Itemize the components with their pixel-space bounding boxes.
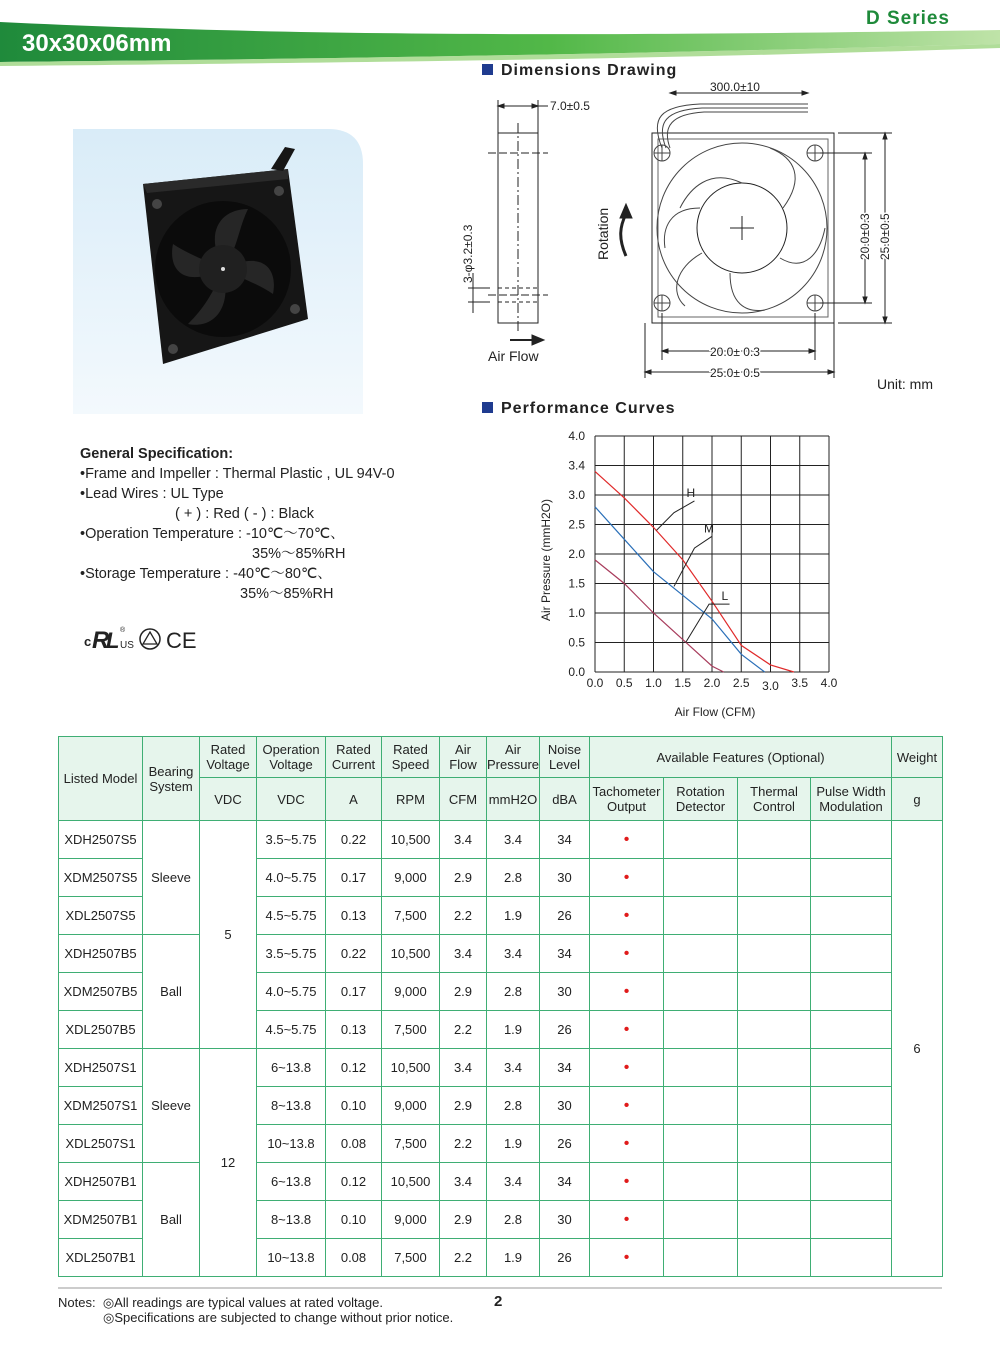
y-tick-label: 3.4: [568, 458, 585, 473]
thermal-control-cell: [738, 1049, 811, 1087]
speed-cell: 7,500: [382, 897, 440, 935]
speed-cell: 9,000: [382, 1087, 440, 1125]
chart-ticks: [568, 429, 837, 693]
model-cell: XDM2507S1: [59, 1087, 143, 1125]
x-tick-label: 0.5: [615, 676, 633, 690]
y-tick-label: 1.0: [568, 606, 585, 620]
rotation-detector-cell: [664, 935, 738, 973]
series-label-M: M: [704, 521, 714, 536]
noise-cell: 34: [540, 1163, 590, 1201]
pressure-cell: 3.4: [487, 935, 540, 973]
y-tick-label: 0.0: [568, 665, 585, 679]
noise-cell: 30: [540, 1087, 590, 1125]
series-line-H: [595, 471, 794, 672]
pwm-cell: [811, 1087, 892, 1125]
model-cell: XDM2507B1: [59, 1201, 143, 1239]
col-pressure-header: Air Pressure: [487, 737, 540, 778]
series-leader-L: [686, 604, 730, 642]
pressure-cell: 2.8: [487, 973, 540, 1011]
general-specification: [80, 444, 460, 604]
hole-pitch-v-label: 20.0±0.3: [858, 213, 872, 260]
col-thermal-header: Thermal Control: [738, 778, 811, 821]
x-tick-label: 1.0: [645, 676, 662, 690]
model-cell: XDM2507B5: [59, 973, 143, 1011]
model-cell: XDL2507S5: [59, 897, 143, 935]
noise-cell: 34: [540, 821, 590, 859]
spec-lead-colors: ( + ) : Red ( - ) : Black: [175, 506, 314, 522]
col-pwm-header: Pulse Width Modulation: [811, 778, 892, 821]
pressure-cell: 2.8: [487, 1201, 540, 1239]
bearing-cell: Sleeve: [143, 821, 200, 935]
pressure-cell: 3.4: [487, 821, 540, 859]
dim-thickness-label: 7.0±0.5: [550, 99, 590, 113]
x-tick-label: 2.0: [703, 676, 721, 690]
noise-cell: 34: [540, 935, 590, 973]
x-tick-label: 2.5: [732, 676, 750, 690]
airflow-cell: 2.2: [440, 1011, 487, 1049]
current-cell: 0.10: [326, 1201, 382, 1239]
chart-grid: [595, 436, 829, 672]
dim-hole-label: 3-φ3.2±0.3: [461, 224, 475, 283]
unit-label: Unit: mm: [877, 376, 933, 392]
thermal-control-cell: [738, 859, 811, 897]
model-cell: XDL2507B5: [59, 1011, 143, 1049]
thermal-control-cell: [738, 1201, 811, 1239]
airflow-cell: 3.4: [440, 821, 487, 859]
lead-length-label: 300.0±10: [710, 80, 760, 94]
y-tick-label: 3.0: [568, 488, 585, 502]
unit-speed: RPM: [382, 778, 440, 821]
frame-size-v-label: 25.0±0.5: [878, 213, 892, 260]
current-cell: 0.08: [326, 1125, 382, 1163]
speed-cell: 10,500: [382, 935, 440, 973]
x-tick-label: 0.0: [586, 676, 604, 690]
speed-cell: 9,000: [382, 973, 440, 1011]
spec-storage-temp: •Storage Temperature : -40℃～80℃、: [80, 566, 332, 582]
pressure-cell: 2.8: [487, 859, 540, 897]
pressure-cell: 1.9: [487, 1011, 540, 1049]
y-tick-label: 2.0: [568, 547, 585, 561]
airflow-cell: 3.4: [440, 1049, 487, 1087]
pressure-cell: 1.9: [487, 897, 540, 935]
bearing-cell: Ball: [143, 1163, 200, 1277]
rotation-detector-cell: [664, 1201, 738, 1239]
hole-pitch-h-label: 20.0± 0.3: [710, 345, 760, 359]
pwm-cell: [811, 935, 892, 973]
y-tick-label: 2.5: [568, 517, 585, 532]
airflow-cell: 2.2: [440, 1125, 487, 1163]
bullet-square-icon: [482, 402, 493, 413]
operation-voltage-cell: 10~13.8: [257, 1239, 326, 1277]
tachometer-dot-cell: •: [590, 821, 664, 859]
tuv-logo-icon: [140, 629, 160, 649]
operation-voltage-cell: 6~13.8: [257, 1163, 326, 1201]
speed-cell: 9,000: [382, 859, 440, 897]
pwm-cell: [811, 859, 892, 897]
unit-current: A: [326, 778, 382, 821]
tachometer-dot-cell: •: [590, 973, 664, 1011]
col-model-header: Listed Model: [59, 737, 143, 821]
col-features-header: Available Features (Optional): [590, 737, 892, 778]
airflow-cell: 2.9: [440, 1087, 487, 1125]
airflow-cell: 2.9: [440, 859, 487, 897]
unit-airflow: CFM: [440, 778, 487, 821]
pwm-cell: [811, 1049, 892, 1087]
thermal-control-cell: [738, 1163, 811, 1201]
series-label: D Series: [865, 8, 950, 29]
note-1: ◎All readings are typical values at rated voltage.: [102, 1295, 383, 1310]
pressure-cell: 1.9: [487, 1125, 540, 1163]
pressure-cell: 3.4: [487, 1049, 540, 1087]
tachometer-dot-cell: •: [590, 859, 664, 897]
rotation-detector-cell: [664, 1163, 738, 1201]
rotation-detector-cell: [664, 859, 738, 897]
bearing-cell: Ball: [143, 935, 200, 1049]
current-cell: 0.08: [326, 1239, 382, 1277]
model-cell: XDM2507S5: [59, 859, 143, 897]
pressure-cell: 1.9: [487, 1239, 540, 1277]
operation-voltage-cell: 3.5~5.75: [257, 935, 326, 973]
spec-table: [58, 736, 943, 1277]
thermal-control-cell: [738, 973, 811, 1011]
tachometer-dot-cell: •: [590, 1239, 664, 1277]
pwm-cell: [811, 1239, 892, 1277]
speed-cell: 10,500: [382, 1049, 440, 1087]
unit-voltage: VDC: [200, 778, 257, 821]
svg-text:R: R: [92, 627, 110, 654]
rotation-detector-cell: [664, 1049, 738, 1087]
y-tick-label: 4.0: [568, 429, 585, 443]
air-flow-label: Air Flow: [488, 348, 539, 364]
speed-cell: 7,500: [382, 1125, 440, 1163]
chart-callouts: [656, 486, 729, 643]
performance-heading: Performance Curves: [482, 400, 676, 418]
rotation-detector-cell: [664, 973, 738, 1011]
operation-voltage-cell: 4.5~5.75: [257, 1011, 326, 1049]
model-cell: XDH2507S5: [59, 821, 143, 859]
operation-voltage-cell: 8~13.8: [257, 1201, 326, 1239]
bullet-square-icon: [482, 64, 493, 75]
product-photo: [73, 129, 363, 414]
airflow-cell: 2.2: [440, 1239, 487, 1277]
unit-noise: dBA: [540, 778, 590, 821]
table-row: [59, 1049, 943, 1087]
tachometer-dot-cell: •: [590, 1201, 664, 1239]
svg-text:US: US: [120, 640, 134, 651]
current-cell: 0.12: [326, 1163, 382, 1201]
col-opvoltage-header: Operation Voltage: [257, 737, 326, 778]
dimensions-drawing: [440, 78, 920, 378]
col-weight-header: Weight: [892, 737, 943, 778]
operation-voltage-cell: 3.5~5.75: [257, 821, 326, 859]
airflow-cell: 2.9: [440, 1201, 487, 1239]
pwm-cell: [811, 1163, 892, 1201]
pwm-cell: [811, 1201, 892, 1239]
spec-storage-rh: 35%～85%RH: [240, 586, 334, 602]
noise-cell: 26: [540, 1125, 590, 1163]
operation-voltage-cell: 6~13.8: [257, 1049, 326, 1087]
rated-voltage-cell: 5: [200, 821, 257, 1049]
operation-voltage-cell: 4.0~5.75: [257, 859, 326, 897]
bearing-cell: Sleeve: [143, 1049, 200, 1163]
series-label-H: H: [686, 485, 696, 500]
weight-cell: 6: [892, 821, 943, 1277]
chart-xlabel: Air Flow (CFM): [674, 705, 756, 719]
pressure-cell: 2.8: [487, 1087, 540, 1125]
ul-logo-icon: [84, 626, 134, 654]
speed-cell: 7,500: [382, 1239, 440, 1277]
col-voltage-header: Rated Voltage: [200, 737, 257, 778]
pwm-cell: [811, 973, 892, 1011]
operation-voltage-cell: 10~13.8: [257, 1125, 326, 1163]
spec-frame: •Frame and Impeller : Thermal Plastic , UL 94V-0: [80, 466, 395, 482]
spec-title: General Specification:: [80, 446, 234, 462]
table-row: [59, 1163, 943, 1201]
speed-cell: 9,000: [382, 1201, 440, 1239]
thermal-control-cell: [738, 1125, 811, 1163]
chart-ylabel: Air Pressure (mmH2O): [539, 498, 553, 622]
operation-voltage-cell: 8~13.8: [257, 1087, 326, 1125]
current-cell: 0.10: [326, 1087, 382, 1125]
notes-label: Notes:: [58, 1295, 96, 1310]
airflow-cell: 2.9: [440, 973, 487, 1011]
x-tick-label: 3.0: [762, 679, 779, 693]
rotation-detector-cell: [664, 897, 738, 935]
rotation-detector-cell: [664, 1087, 738, 1125]
svg-text:c: c: [84, 634, 92, 649]
model-cell: XDL2507B1: [59, 1239, 143, 1277]
noise-cell: 30: [540, 973, 590, 1011]
spec-operation-rh: 35%～85%RH: [252, 546, 346, 562]
unit-weight: g: [892, 778, 943, 821]
rotation-detector-cell: [664, 1125, 738, 1163]
x-tick-label: 4.0: [820, 676, 838, 690]
col-rotation-header: Rotation Detector: [664, 778, 738, 821]
model-cell: XDH2507S1: [59, 1049, 143, 1087]
current-cell: 0.22: [326, 821, 382, 859]
thermal-control-cell: [738, 1011, 811, 1049]
noise-cell: 26: [540, 1011, 590, 1049]
noise-cell: 30: [540, 859, 590, 897]
unit-opvoltage: VDC: [257, 778, 326, 821]
notes: [58, 1295, 453, 1325]
series-leader-H: [656, 501, 694, 531]
y-tick-label: 1.5: [568, 576, 585, 591]
pwm-cell: [811, 897, 892, 935]
tachometer-dot-cell: •: [590, 1011, 664, 1049]
airflow-cell: 3.4: [440, 935, 487, 973]
rotation-detector-cell: [664, 1011, 738, 1049]
airflow-cell: 2.2: [440, 897, 487, 935]
table-row: [59, 935, 943, 973]
svg-text:®: ®: [120, 627, 126, 634]
thermal-control-cell: [738, 1087, 811, 1125]
current-cell: 0.13: [326, 897, 382, 935]
current-cell: 0.17: [326, 973, 382, 1011]
tachometer-dot-cell: •: [590, 1163, 664, 1201]
model-cell: XDL2507S1: [59, 1125, 143, 1163]
y-tick-label: 0.5: [568, 635, 585, 650]
noise-cell: 26: [540, 897, 590, 935]
speed-cell: 10,500: [382, 821, 440, 859]
col-current-header: Rated Current: [326, 737, 382, 778]
rotation-detector-cell: [664, 821, 738, 859]
spec-operation-temp: •Operation Temperature : -10℃～70℃、: [80, 526, 345, 542]
spec-lead-wires: •Lead Wires : UL Type: [80, 486, 224, 502]
pressure-cell: 3.4: [487, 1163, 540, 1201]
performance-chart: [530, 420, 860, 725]
current-cell: 0.12: [326, 1049, 382, 1087]
col-speed-header: Rated Speed: [382, 737, 440, 778]
tachometer-dot-cell: •: [590, 1049, 664, 1087]
unit-pressure: mmH2O: [487, 778, 540, 821]
pwm-cell: [811, 821, 892, 859]
thermal-control-cell: [738, 821, 811, 859]
frame-size-h-label: 25.0± 0.5: [710, 366, 760, 378]
rotation-label: Rotation: [595, 207, 611, 260]
x-tick-label: 3.5: [791, 676, 809, 690]
product-size-title: 30x30x06mm: [22, 30, 172, 57]
certification-logos: [84, 624, 224, 656]
airflow-cell: 3.4: [440, 1163, 487, 1201]
svg-text:L: L: [106, 628, 120, 653]
thermal-control-cell: [738, 897, 811, 935]
col-airflow-header: Air Flow: [440, 737, 487, 778]
col-noise-header: Noise Level: [540, 737, 590, 778]
col-bearing-header: Bearing System: [143, 737, 200, 821]
table-row: [59, 821, 943, 859]
current-cell: 0.22: [326, 935, 382, 973]
speed-cell: 10,500: [382, 1163, 440, 1201]
current-cell: 0.17: [326, 859, 382, 897]
pwm-cell: [811, 1011, 892, 1049]
noise-cell: 34: [540, 1049, 590, 1087]
col-tach-header: Tachometer Output: [590, 778, 664, 821]
operation-voltage-cell: 4.0~5.75: [257, 973, 326, 1011]
thermal-control-cell: [738, 1239, 811, 1277]
tachometer-dot-cell: •: [590, 1087, 664, 1125]
rotation-arrow-icon: [620, 204, 632, 218]
series-leader-M: [674, 536, 712, 586]
tachometer-dot-cell: •: [590, 897, 664, 935]
thermal-control-cell: [738, 935, 811, 973]
dimensions-heading: Dimensions Drawing: [482, 62, 677, 80]
page-number: 2: [494, 1293, 503, 1310]
series-line-M: [595, 507, 765, 672]
current-cell: 0.13: [326, 1011, 382, 1049]
pwm-cell: [811, 1125, 892, 1163]
tachometer-dot-cell: •: [590, 1125, 664, 1163]
model-cell: XDH2507B1: [59, 1163, 143, 1201]
operation-voltage-cell: 4.5~5.75: [257, 897, 326, 935]
note-2: ◎Specifications are subjected to change without prior notice.: [103, 1310, 454, 1325]
tachometer-dot-cell: •: [590, 935, 664, 973]
noise-cell: 26: [540, 1239, 590, 1277]
rotation-detector-cell: [664, 1239, 738, 1277]
series-label-L: L: [721, 589, 729, 604]
noise-cell: 30: [540, 1201, 590, 1239]
rated-voltage-cell: 12: [200, 1049, 257, 1277]
speed-cell: 7,500: [382, 1011, 440, 1049]
x-tick-label: 1.5: [674, 676, 692, 690]
footer-divider: [58, 1287, 942, 1289]
model-cell: XDH2507B5: [59, 935, 143, 973]
ce-mark-icon: CE: [166, 628, 197, 653]
